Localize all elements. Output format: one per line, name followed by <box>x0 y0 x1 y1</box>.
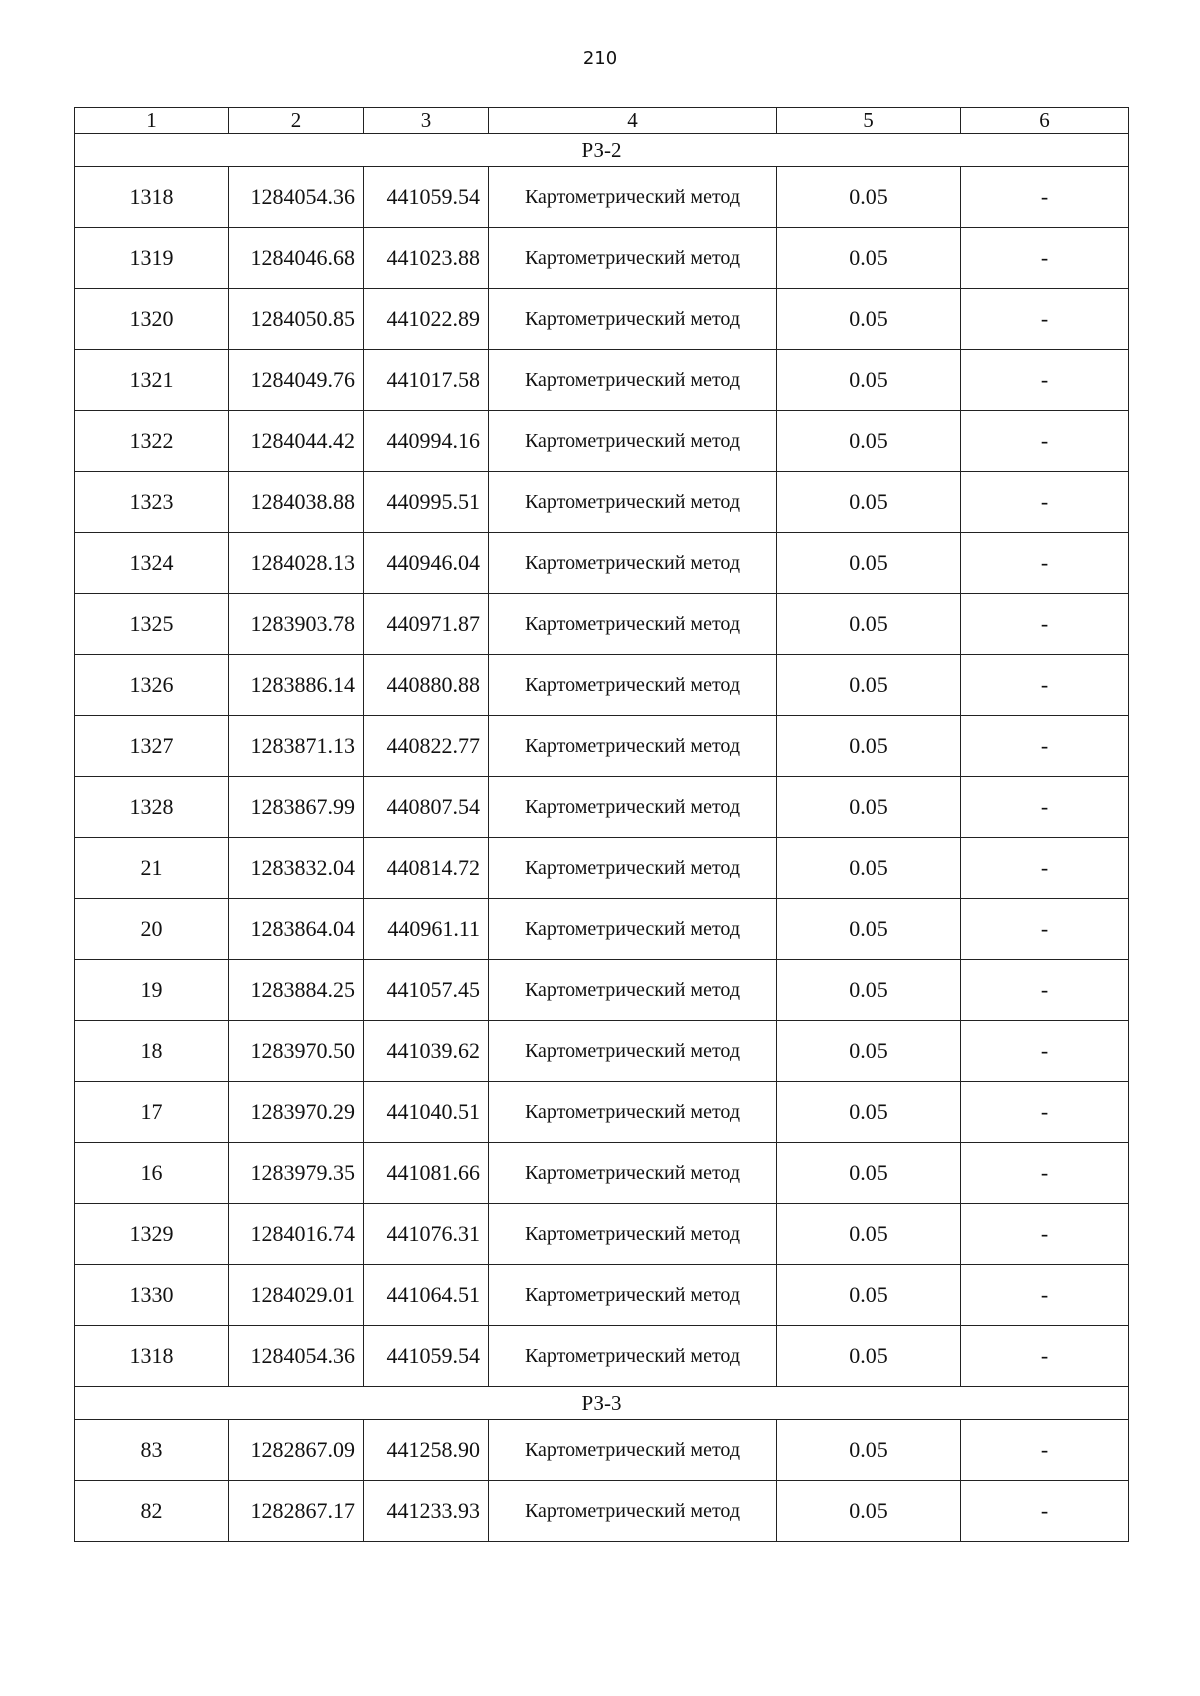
accuracy-cell: 0.05 <box>777 228 961 289</box>
accuracy-cell: 0.05 <box>777 350 961 411</box>
note-cell: - <box>961 1326 1129 1387</box>
table-row <box>75 228 1129 289</box>
note-cell: - <box>961 1021 1129 1082</box>
point-number-cell: 1329 <box>75 1204 229 1265</box>
point-number-cell: 1328 <box>75 777 229 838</box>
accuracy-cell: 0.05 <box>777 899 961 960</box>
accuracy-cell: 0.05 <box>777 716 961 777</box>
note-cell: - <box>961 1204 1129 1265</box>
note-cell: - <box>961 594 1129 655</box>
y-coordinate-cell: 441022.89 <box>364 289 489 350</box>
point-number-cell: 83 <box>75 1420 229 1481</box>
section-header-row <box>75 1387 1129 1420</box>
column-number-header: 1 <box>75 108 229 134</box>
accuracy-cell: 0.05 <box>777 472 961 533</box>
note-cell: - <box>961 1082 1129 1143</box>
x-coordinate-cell: 1283903.78 <box>229 594 364 655</box>
table-row <box>75 838 1129 899</box>
table-row <box>75 960 1129 1021</box>
method-cell: Картометрический метод <box>489 472 777 533</box>
table-row <box>75 411 1129 472</box>
x-coordinate-cell: 1283970.50 <box>229 1021 364 1082</box>
note-cell: - <box>961 289 1129 350</box>
note-cell: - <box>961 411 1129 472</box>
point-number-cell: 1322 <box>75 411 229 472</box>
y-coordinate-cell: 440822.77 <box>364 716 489 777</box>
y-coordinate-cell: 441258.90 <box>364 1420 489 1481</box>
table-row <box>75 167 1129 228</box>
y-coordinate-cell: 441064.51 <box>364 1265 489 1326</box>
method-cell: Картометрический метод <box>489 350 777 411</box>
accuracy-cell: 0.05 <box>777 1143 961 1204</box>
column-number-header: 5 <box>777 108 961 134</box>
note-cell: - <box>961 1420 1129 1481</box>
accuracy-cell: 0.05 <box>777 1481 961 1542</box>
table-row <box>75 594 1129 655</box>
x-coordinate-cell: 1284028.13 <box>229 533 364 594</box>
method-cell: Картометрический метод <box>489 899 777 960</box>
x-coordinate-cell: 1283832.04 <box>229 838 364 899</box>
table-row <box>75 472 1129 533</box>
table-row <box>75 1420 1129 1481</box>
method-cell: Картометрический метод <box>489 838 777 899</box>
note-cell: - <box>961 350 1129 411</box>
note-cell: - <box>961 838 1129 899</box>
method-cell: Картометрический метод <box>489 1204 777 1265</box>
note-cell: - <box>961 167 1129 228</box>
table-row <box>75 655 1129 716</box>
x-coordinate-cell: 1283867.99 <box>229 777 364 838</box>
x-coordinate-cell: 1284038.88 <box>229 472 364 533</box>
method-cell: Картометрический метод <box>489 167 777 228</box>
point-number-cell: 21 <box>75 838 229 899</box>
method-cell: Картометрический метод <box>489 1143 777 1204</box>
accuracy-cell: 0.05 <box>777 594 961 655</box>
x-coordinate-cell: 1284054.36 <box>229 1326 364 1387</box>
method-cell: Картометрический метод <box>489 1265 777 1326</box>
method-cell: Картометрический метод <box>489 1420 777 1481</box>
y-coordinate-cell: 440961.11 <box>364 899 489 960</box>
table-row <box>75 533 1129 594</box>
method-cell: Картометрический метод <box>489 1082 777 1143</box>
accuracy-cell: 0.05 <box>777 1420 961 1481</box>
table-row <box>75 899 1129 960</box>
method-cell: Картометрический метод <box>489 1021 777 1082</box>
x-coordinate-cell: 1284054.36 <box>229 167 364 228</box>
table-row <box>75 1021 1129 1082</box>
point-number-cell: 1321 <box>75 350 229 411</box>
point-number-cell: 1325 <box>75 594 229 655</box>
table-row <box>75 1143 1129 1204</box>
method-cell: Картометрический метод <box>489 960 777 1021</box>
y-coordinate-cell: 441039.62 <box>364 1021 489 1082</box>
accuracy-cell: 0.05 <box>777 960 961 1021</box>
x-coordinate-cell: 1283871.13 <box>229 716 364 777</box>
table-row <box>75 777 1129 838</box>
y-coordinate-cell: 440946.04 <box>364 533 489 594</box>
point-number-cell: 1327 <box>75 716 229 777</box>
table-row <box>75 1326 1129 1387</box>
column-number-header: 2 <box>229 108 364 134</box>
note-cell: - <box>961 472 1129 533</box>
y-coordinate-cell: 440880.88 <box>364 655 489 716</box>
x-coordinate-cell: 1284049.76 <box>229 350 364 411</box>
accuracy-cell: 0.05 <box>777 289 961 350</box>
section-header-row <box>75 134 1129 167</box>
note-cell: - <box>961 1143 1129 1204</box>
y-coordinate-cell: 441233.93 <box>364 1481 489 1542</box>
point-number-cell: 16 <box>75 1143 229 1204</box>
point-number-cell: 1318 <box>75 1326 229 1387</box>
y-coordinate-cell: 441081.66 <box>364 1143 489 1204</box>
x-coordinate-cell: 1282867.17 <box>229 1481 364 1542</box>
accuracy-cell: 0.05 <box>777 655 961 716</box>
method-cell: Картометрический метод <box>489 289 777 350</box>
x-coordinate-cell: 1283970.29 <box>229 1082 364 1143</box>
x-coordinate-cell: 1284044.42 <box>229 411 364 472</box>
y-coordinate-cell: 440814.72 <box>364 838 489 899</box>
x-coordinate-cell: 1284016.74 <box>229 1204 364 1265</box>
accuracy-cell: 0.05 <box>777 1326 961 1387</box>
point-number-cell: 19 <box>75 960 229 1021</box>
y-coordinate-cell: 440807.54 <box>364 777 489 838</box>
x-coordinate-cell: 1284029.01 <box>229 1265 364 1326</box>
table-row <box>75 1265 1129 1326</box>
table-row <box>75 1204 1129 1265</box>
x-coordinate-cell: 1283979.35 <box>229 1143 364 1204</box>
y-coordinate-cell: 441040.51 <box>364 1082 489 1143</box>
note-cell: - <box>961 777 1129 838</box>
point-number-cell: 1320 <box>75 289 229 350</box>
accuracy-cell: 0.05 <box>777 1021 961 1082</box>
method-cell: Картометрический метод <box>489 1481 777 1542</box>
accuracy-cell: 0.05 <box>777 411 961 472</box>
note-cell: - <box>961 1265 1129 1326</box>
accuracy-cell: 0.05 <box>777 777 961 838</box>
table-row <box>75 350 1129 411</box>
method-cell: Картометрический метод <box>489 655 777 716</box>
column-number-row <box>75 108 1129 134</box>
note-cell: - <box>961 1481 1129 1542</box>
y-coordinate-cell: 441076.31 <box>364 1204 489 1265</box>
column-number-header: 3 <box>364 108 489 134</box>
note-cell: - <box>961 655 1129 716</box>
point-number-cell: 1318 <box>75 167 229 228</box>
coordinates-table-body <box>75 108 1129 1542</box>
point-number-cell: 1324 <box>75 533 229 594</box>
y-coordinate-cell: 440971.87 <box>364 594 489 655</box>
x-coordinate-cell: 1284046.68 <box>229 228 364 289</box>
note-cell: - <box>961 960 1129 1021</box>
accuracy-cell: 0.05 <box>777 533 961 594</box>
x-coordinate-cell: 1283886.14 <box>229 655 364 716</box>
method-cell: Картометрический метод <box>489 777 777 838</box>
y-coordinate-cell: 441017.58 <box>364 350 489 411</box>
point-number-cell: 17 <box>75 1082 229 1143</box>
y-coordinate-cell: 440995.51 <box>364 472 489 533</box>
x-coordinate-cell: 1282867.09 <box>229 1420 364 1481</box>
table-row <box>75 289 1129 350</box>
x-coordinate-cell: 1284050.85 <box>229 289 364 350</box>
section-title: РЗ-2 <box>75 134 1129 167</box>
point-number-cell: 1330 <box>75 1265 229 1326</box>
point-number-cell: 1323 <box>75 472 229 533</box>
x-coordinate-cell: 1283884.25 <box>229 960 364 1021</box>
accuracy-cell: 0.05 <box>777 1204 961 1265</box>
accuracy-cell: 0.05 <box>777 167 961 228</box>
note-cell: - <box>961 716 1129 777</box>
page-number: 210 <box>582 48 618 69</box>
note-cell: - <box>961 899 1129 960</box>
table-row <box>75 1082 1129 1143</box>
note-cell: - <box>961 228 1129 289</box>
point-number-cell: 20 <box>75 899 229 960</box>
point-number-cell: 18 <box>75 1021 229 1082</box>
section-title: РЗ-3 <box>75 1387 1129 1420</box>
accuracy-cell: 0.05 <box>777 1265 961 1326</box>
method-cell: Картометрический метод <box>489 411 777 472</box>
method-cell: Картометрический метод <box>489 533 777 594</box>
method-cell: Картометрический метод <box>489 594 777 655</box>
coordinates-table <box>74 107 1129 1542</box>
x-coordinate-cell: 1283864.04 <box>229 899 364 960</box>
table-row <box>75 1481 1129 1542</box>
point-number-cell: 82 <box>75 1481 229 1542</box>
point-number-cell: 1326 <box>75 655 229 716</box>
accuracy-cell: 0.05 <box>777 1082 961 1143</box>
method-cell: Картометрический метод <box>489 1326 777 1387</box>
column-number-header: 4 <box>489 108 777 134</box>
y-coordinate-cell: 441023.88 <box>364 228 489 289</box>
accuracy-cell: 0.05 <box>777 838 961 899</box>
y-coordinate-cell: 441059.54 <box>364 1326 489 1387</box>
y-coordinate-cell: 441057.45 <box>364 960 489 1021</box>
method-cell: Картометрический метод <box>489 716 777 777</box>
method-cell: Картометрический метод <box>489 228 777 289</box>
note-cell: - <box>961 533 1129 594</box>
column-number-header: 6 <box>961 108 1129 134</box>
table-row <box>75 716 1129 777</box>
y-coordinate-cell: 441059.54 <box>364 167 489 228</box>
point-number-cell: 1319 <box>75 228 229 289</box>
y-coordinate-cell: 440994.16 <box>364 411 489 472</box>
